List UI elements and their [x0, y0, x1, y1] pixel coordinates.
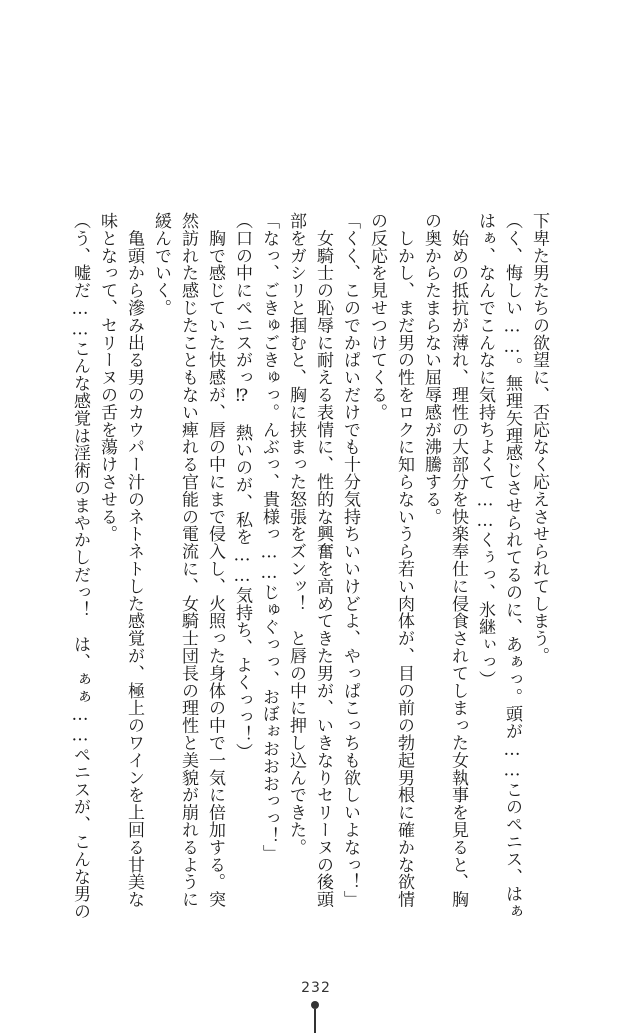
text-line: の反応を見せつけてくる。: [367, 212, 387, 421]
text-line: はぁ、なんでこんなに気持ちよくて……くぅっ、氷継ぃっ）: [475, 212, 495, 688]
text-line: 然訪れた感じたこともない痺れる官能の電流に、女騎士団長の理性と美貌が崩れるように: [178, 212, 198, 908]
text-line: 下卑た男たちの欲望に、否応なく応えさせられてしまう。: [529, 212, 549, 665]
text-line: （口の中にペニスがっ⁉ 熱いのが、私を……気持ち、よくっっ！）: [232, 212, 252, 761]
text-line: （う、嘘だ……こんな感覚は淫術のまやかしだっ！ は、ぁぁ……ペニスが、こんな男の: [70, 212, 90, 920]
text-line: しかし、まだ男の性をロクに知らないうら若い肉体が、目の前の勃起男根に確かな欲情: [394, 212, 414, 908]
text-line: 「くく、このでかぱいだけでも十分気持ちいいけどよ、やっぱこっちも欲しいよなっ！」: [340, 212, 360, 908]
page-number: 232: [301, 980, 331, 996]
text-line: 「なっ、ごきゅごきゅっ。んぶっ、貴様っ……じゅぐっっ、おぼぉおおおっっ！」: [259, 212, 279, 862]
text-line: 味となって、セリーヌの舌を蕩けさせる。: [97, 212, 117, 543]
text-line: 始めの抵抗が薄れ、理性の大部分を快楽奉仕に侵食されてしまった女執事を見ると、胸: [448, 212, 468, 908]
text-line: （く、悔しい……。無理矢理感じさせられてるのに、あぁっ。頭が……このペニス、はぁ: [502, 212, 522, 920]
text-line: 胸で感じていた快感が、唇の中にまで侵入し、火照った身体の中で一気に倍加する。突: [205, 212, 225, 908]
text-line: 女騎士の恥辱に耐える表情に、性的な興奮を高めてきた男が、いきなりセリーヌの後頭: [313, 212, 333, 908]
text-line: 部をガシリと掴むと、胸に挟まった怒張をズンッ！ と唇の中に押し込んできた。: [286, 212, 306, 856]
text-line: 亀頭から滲み出る男のカウパー汁のネトネトした感覚が、極上のワインを上回る甘美な: [124, 212, 144, 908]
page-marker-dot: [311, 1001, 319, 1009]
text-line: の奥からたまらない屈辱感が沸騰する。: [421, 212, 441, 526]
page-marker-stem: [314, 1009, 316, 1033]
text-line: 緩んでいく。: [151, 212, 171, 317]
vertical-text-block: [72, 212, 552, 932]
